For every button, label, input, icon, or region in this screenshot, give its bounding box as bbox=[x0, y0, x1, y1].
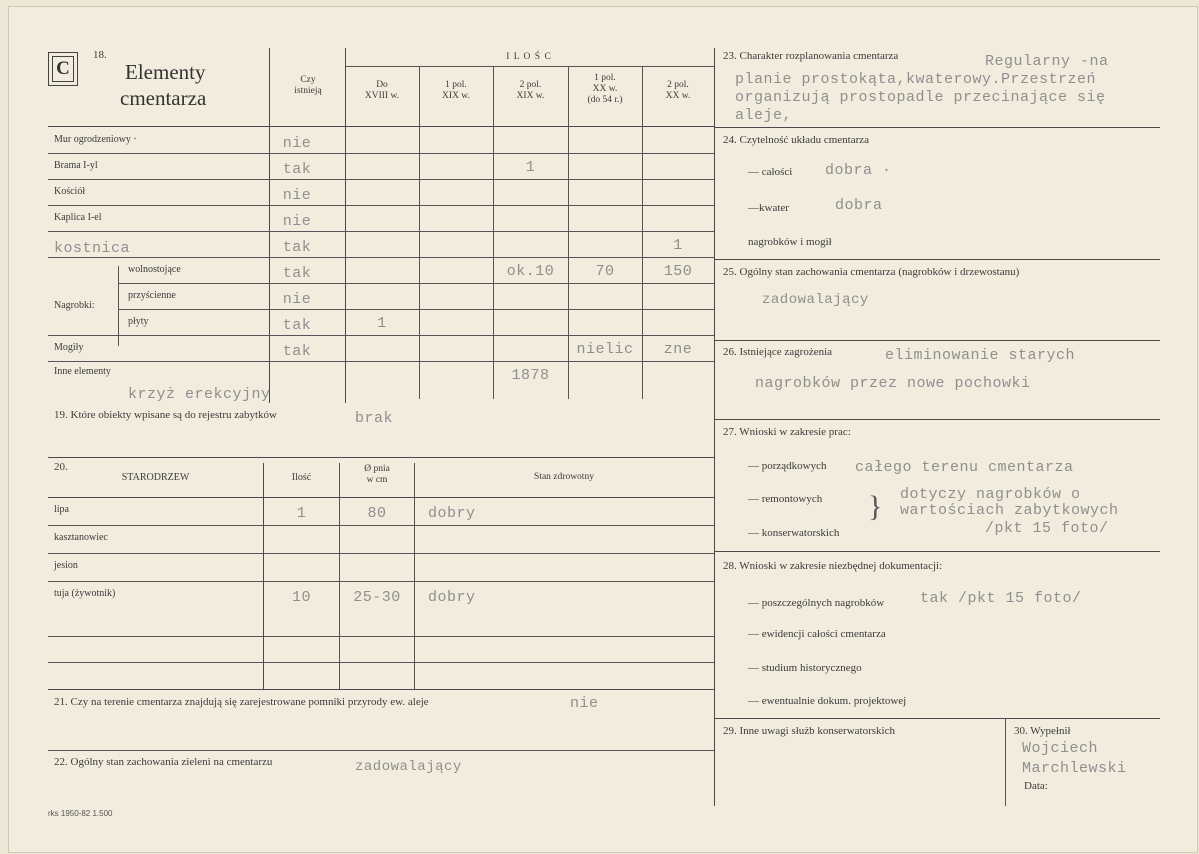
q30-label: 30. Wypełnił bbox=[1014, 725, 1071, 737]
element-row-label: Mogiły bbox=[54, 342, 84, 353]
rule bbox=[48, 553, 714, 554]
rule bbox=[414, 463, 415, 689]
q27-item-conservation: — konserwatorskich bbox=[748, 527, 840, 539]
period-header-line: XX w. bbox=[665, 91, 691, 101]
rule bbox=[48, 153, 714, 154]
q26-line2: nagrobków przez nowe pochowki bbox=[755, 375, 1031, 392]
col-exists-line1: Czy bbox=[300, 75, 316, 85]
tree-name: kasztanowiec bbox=[54, 532, 108, 543]
q26-line1: eliminowanie starych bbox=[885, 347, 1076, 364]
element-row-label: wolnostojące bbox=[128, 264, 181, 275]
tree-count: 10 bbox=[291, 589, 311, 606]
element-quantity-value: zne bbox=[663, 341, 693, 358]
q23-line2: planie prostokąta,kwaterowy.Przestrzeń bbox=[735, 71, 1097, 88]
element-row-label: płyty bbox=[128, 316, 149, 327]
rule bbox=[48, 231, 714, 232]
element-row-label: Kościół bbox=[54, 186, 86, 197]
q24-quarters-label: —kwater bbox=[748, 202, 789, 214]
element-exists-value: tak bbox=[282, 343, 312, 360]
filled-by-line1: Wojciech bbox=[1022, 740, 1099, 757]
inne-elements-note: krzyż erekcyjny bbox=[128, 386, 271, 403]
period-header-line: 2 pol. bbox=[519, 80, 542, 90]
rule bbox=[48, 457, 714, 458]
period-header-line: XX w. bbox=[592, 84, 618, 94]
element-row-label: kostnica bbox=[54, 240, 131, 257]
rule bbox=[48, 689, 714, 690]
q28-item-graves: — poszczególnych nagrobków bbox=[748, 597, 885, 609]
element-exists-value: tak bbox=[282, 239, 312, 256]
period-header-line: 1 pol. bbox=[445, 80, 467, 90]
period-header-line: XVIII w. bbox=[364, 91, 400, 101]
q28-item-history: — studium historycznego bbox=[748, 662, 862, 674]
rule bbox=[714, 551, 1160, 552]
period-header-0 bbox=[345, 80, 419, 102]
rule bbox=[118, 266, 119, 346]
element-quantity-value: 1 bbox=[377, 315, 387, 332]
col-exists-line2: istnieją bbox=[294, 86, 322, 96]
section-badge-inner: C bbox=[52, 56, 74, 82]
period-header-1 bbox=[419, 80, 493, 102]
q19-label: 19. Które obiekty wpisane są do rejestru zabytków bbox=[54, 409, 277, 421]
trees-header-count: Ilość bbox=[291, 472, 312, 483]
q23-line4: aleje, bbox=[735, 107, 793, 124]
rule bbox=[714, 718, 1160, 719]
q27-value4: /pkt 15 foto/ bbox=[985, 520, 1109, 537]
element-exists-value: nie bbox=[282, 291, 312, 308]
rule bbox=[493, 66, 494, 399]
q27-value1: całego terenu cmentarza bbox=[855, 459, 1074, 476]
period-header-line: 1 pol. bbox=[594, 73, 616, 83]
q27-label: 27. Wnioski w zakresie prac: bbox=[723, 426, 851, 438]
rule bbox=[48, 126, 714, 127]
rule bbox=[48, 335, 714, 336]
q24-whole-value: dobra · bbox=[825, 162, 892, 179]
q28-item-records: — ewidencji całości cmentarza bbox=[748, 628, 886, 640]
rule bbox=[48, 205, 714, 206]
q28-value: tak /pkt 15 foto/ bbox=[920, 590, 1082, 607]
q19-value: brak bbox=[355, 410, 394, 427]
q26-label: 26. Istniejące zagrożenia bbox=[723, 346, 833, 358]
element-exists-value: nie bbox=[282, 187, 312, 204]
q23-label: 23. Charakter rozplanowania cmentarza bbox=[723, 50, 899, 62]
tree-count: 1 bbox=[296, 505, 307, 522]
rule bbox=[48, 257, 714, 258]
element-row-label: Inne elementy bbox=[54, 366, 111, 377]
col-exists-header bbox=[272, 75, 344, 97]
diam-line1: Ø pnia bbox=[364, 464, 390, 474]
q22-value: zadowalający bbox=[355, 759, 462, 775]
rule bbox=[48, 361, 714, 362]
diam-line2: w cm bbox=[366, 475, 388, 485]
trees-header-health: Stan zdrowotny bbox=[534, 472, 594, 482]
element-quantity-value: nielic bbox=[576, 341, 634, 358]
nagrobki-label: Nagrobki: bbox=[54, 300, 95, 311]
tree-name: lipa bbox=[54, 504, 69, 515]
rule bbox=[48, 497, 714, 498]
rule bbox=[263, 463, 264, 689]
q21-value: nie bbox=[570, 695, 599, 712]
section-number: 18. bbox=[93, 49, 107, 61]
period-header-line: (do 54 r.) bbox=[587, 95, 623, 105]
rule bbox=[118, 309, 714, 310]
date-label: Data: bbox=[1024, 780, 1048, 792]
q27-value3: wartościach zabytkowych bbox=[900, 502, 1119, 519]
rule bbox=[118, 283, 714, 284]
tree-diam: 25-30 bbox=[353, 589, 401, 606]
quantity-header: I L O Ś C bbox=[506, 52, 552, 62]
center-divider bbox=[714, 48, 715, 806]
rule bbox=[345, 48, 346, 403]
period-header-line: 2 pol. bbox=[667, 80, 689, 90]
rule bbox=[714, 340, 1160, 341]
trees-header-diam bbox=[340, 464, 414, 486]
element-row-label: Brama I-yl bbox=[54, 160, 98, 171]
q22-label: 22. Ogólny stan zachowania zieleni na cmentarzu bbox=[54, 756, 273, 768]
element-exists-value: nie bbox=[282, 213, 312, 230]
q27-item-cleanup: — porządkowych bbox=[748, 460, 827, 472]
tree-health: dobry bbox=[428, 589, 476, 606]
rule bbox=[48, 581, 714, 582]
element-exists-value: tak bbox=[282, 161, 312, 178]
q25-value: zadowalający bbox=[762, 292, 869, 308]
element-row-label: Mur ogrodzeniowy · bbox=[54, 134, 137, 145]
trees-header-name: STARODRZEW bbox=[121, 472, 190, 483]
q29-label: 29. Inne uwagi służb konserwatorskich bbox=[723, 725, 895, 737]
period-header-line: XIX w. bbox=[516, 91, 545, 101]
q24-label: 24. Czytelność układu cmentarza bbox=[723, 134, 870, 146]
form-title-line2: cmentarza bbox=[120, 86, 207, 110]
footer-code: rks 1950-82 1.500 bbox=[48, 809, 113, 818]
rule bbox=[1005, 718, 1006, 806]
form-title-line1: Elementy bbox=[125, 60, 206, 84]
tree-name: jesion bbox=[54, 560, 78, 571]
element-quantity-value: 70 bbox=[595, 263, 615, 280]
q27-value2: dotyczy nagrobków o bbox=[900, 486, 1081, 503]
filled-by-line2: Marchlewski bbox=[1022, 760, 1127, 777]
q24-graves-label: nagrobków i mogił bbox=[748, 236, 832, 248]
rule bbox=[48, 636, 714, 637]
q27-brace: } bbox=[868, 490, 883, 523]
q23-line1: Regularny -na bbox=[985, 53, 1109, 70]
tree-diam: 80 bbox=[367, 505, 387, 522]
q27-item-repair: — remontowych bbox=[748, 493, 823, 505]
rule bbox=[48, 525, 714, 526]
q23-line3: organizują prostopadle przecinające się bbox=[735, 89, 1106, 106]
q24-quarters-value: dobra bbox=[835, 197, 883, 214]
tree-health: dobry bbox=[428, 505, 476, 522]
rule bbox=[345, 66, 714, 67]
period-header-4 bbox=[642, 80, 714, 102]
element-exists-value: tak bbox=[282, 317, 312, 334]
period-header-line: XIX w. bbox=[442, 91, 470, 101]
rule bbox=[339, 463, 340, 689]
element-quantity-value: 1 bbox=[525, 159, 536, 176]
element-quantity-value: 150 bbox=[663, 263, 693, 280]
period-header-2 bbox=[493, 80, 568, 102]
element-quantity-value: 1 bbox=[673, 237, 683, 254]
rule bbox=[714, 127, 1160, 128]
element-row-label: przyścienne bbox=[128, 290, 176, 301]
rule bbox=[419, 66, 420, 399]
element-exists-value: nie bbox=[282, 135, 312, 152]
element-quantity-value: ok.10 bbox=[506, 263, 555, 280]
q20-number: 20. bbox=[54, 461, 68, 473]
rule bbox=[48, 750, 714, 751]
q21-label: 21. Czy na terenie cmentarza znajdują się zarejestrowane pomniki przyrody ew. aleje bbox=[54, 696, 429, 708]
element-quantity-value: 1878 bbox=[511, 367, 550, 384]
rule bbox=[714, 259, 1160, 260]
tree-name: tuja (żywotnik) bbox=[54, 588, 116, 599]
q25-label: 25. Ogólny stan zachowania cmentarza (nagrobków i drzewostanu) bbox=[723, 266, 1020, 278]
q28-label: 28. Wnioski w zakresie niezbędnej dokumentacji: bbox=[723, 560, 943, 572]
element-exists-value: tak bbox=[282, 265, 312, 282]
rule bbox=[48, 179, 714, 180]
q28-item-design: — ewentualnie dokum. projektowej bbox=[748, 695, 907, 707]
period-header-line: Do bbox=[376, 80, 388, 90]
element-row-label: Kaplica I-el bbox=[54, 212, 102, 223]
q24-whole-label: — całości bbox=[748, 166, 793, 178]
rule bbox=[714, 419, 1160, 420]
period-header-3 bbox=[568, 73, 642, 106]
rule bbox=[48, 662, 714, 663]
